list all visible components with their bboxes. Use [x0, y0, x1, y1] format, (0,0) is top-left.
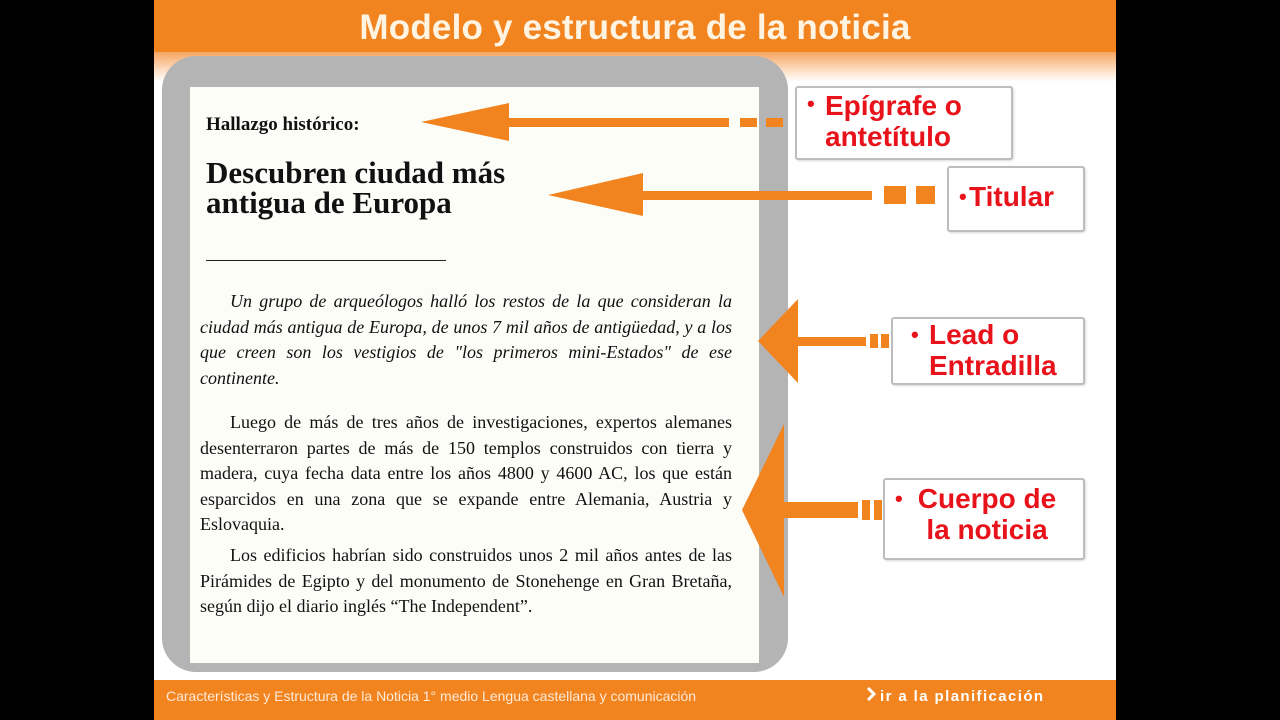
label-epigrafe-text: Epígrafe o antetítulo — [825, 90, 962, 152]
bullet-icon: • — [911, 322, 919, 347]
label-lead — [891, 317, 1085, 385]
label-titular-text: Titular — [969, 181, 1055, 212]
article-epigrafe: Hallazgo histórico: — [206, 114, 360, 135]
footer-course-info: Características y Estructura de la Noticia 1° medio Lengua castellana y comunicación — [166, 688, 697, 704]
bullet-icon: • — [959, 184, 967, 209]
page-title: Modelo y estructura de la noticia — [359, 8, 911, 47]
bullet-icon: • — [807, 91, 815, 116]
footer-bar — [154, 680, 1116, 720]
arrow-lead-icon — [758, 299, 889, 383]
arrow-cuerpo-icon — [742, 424, 882, 597]
arrow-titular-icon — [548, 173, 935, 216]
article-body-paragraph-1: Luego de más de tres años de investigaciones, expertos alemanes desenterraron partes de más de 150 templos construidos con tierra y madera, cuya fecha data entre los años 4800 y 4600 AC, los que están esparcidos en una zona que se expande entre Alemania, Austria y Eslovaquia. — [200, 412, 732, 534]
article-lead: Un grupo de arqueólogos halló los restos de la que consideran la ciudad más antigua de Europa, de unos 7 mil años de antigüedad, y a los que creen son los vestigios de "los primeros mini-Estados" de ese continente. — [200, 291, 732, 388]
label-cuerpo-text: Cuerpo de la noticia — [917, 483, 1057, 545]
article-body-paragraph-2: Los edificios habrían sido construidos unos 2 mil años antes de las Pirámides de Egipto y del monumento de Stonehenge en Gran Bretaña, según dijo el diario inglés “The Independent”. — [200, 545, 732, 616]
article-headline: Descubren ciudad más antigua de Europa — [206, 155, 506, 220]
planning-link-label: ir a la planificación — [880, 688, 1045, 705]
slide — [154, 0, 1116, 720]
label-epigrafe — [795, 86, 1013, 160]
label-titular — [947, 166, 1085, 232]
label-lead-text: Lead o Entradilla — [929, 319, 1057, 381]
arrow-epigrafe-icon — [421, 103, 783, 141]
bullet-icon: • — [895, 486, 903, 511]
chevron-right-icon — [866, 687, 876, 705]
planning-link[interactable] — [866, 687, 1044, 705]
label-cuerpo — [883, 478, 1085, 560]
